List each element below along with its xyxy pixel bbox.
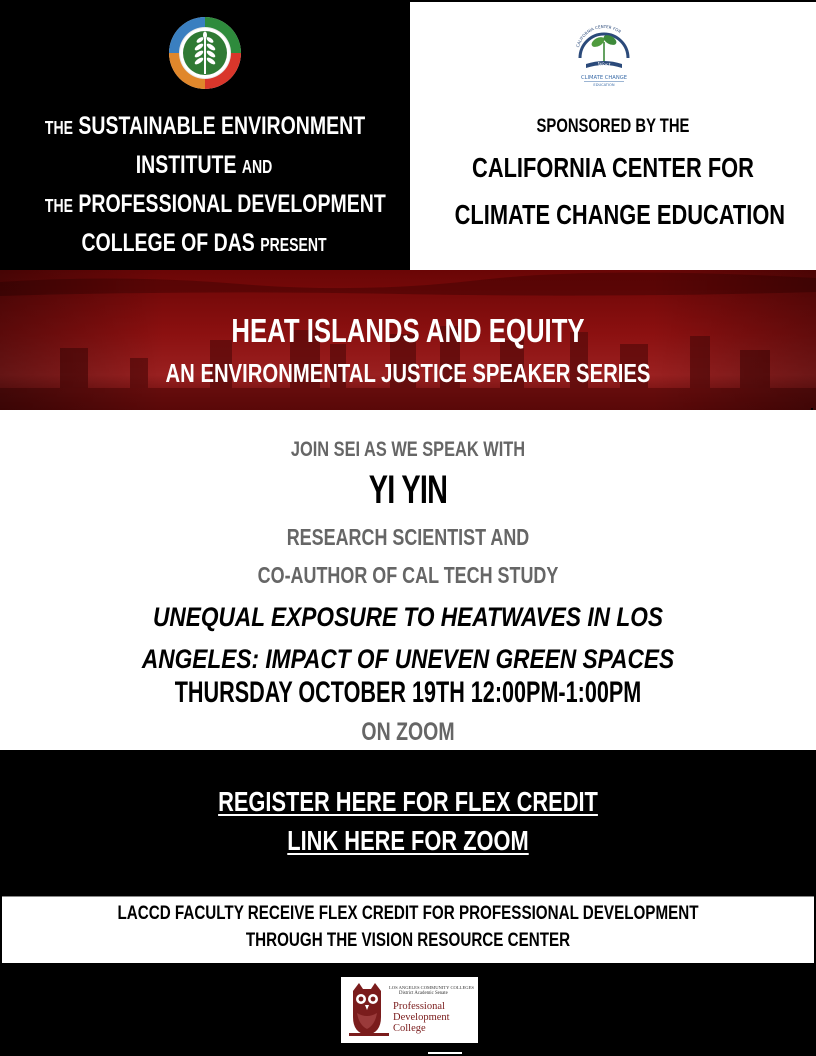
event-intro: JOIN SEI AS WE SPEAK WITH [290,438,526,461]
zoom-link[interactable]: LINK HERE FOR ZOOM [287,825,529,856]
pdc-logo [341,977,478,1043]
svg-text:CLIMATE CHANGE: CLIMATE CHANGE [580,75,628,81]
svg-text:West: West [597,61,611,69]
sponsor-name-line-1: CALIFORNIA CENTER FOR [472,152,754,183]
sponsor-intro: SPONSORED BY THE [536,116,690,137]
sponsor-name [410,144,816,238]
presenters-panel [0,0,408,270]
note-line-2: THROUGH THE VISION RESOURCE CENTER [245,930,571,951]
series-title: HEAT ISLANDS AND EQUITY [231,312,585,349]
svg-text:CALIFORNIA CENTER FOR: CALIFORNIA CENTER FOR [574,23,623,48]
svg-text:EDUCATION: EDUCATION [593,83,615,87]
event-platform: ON ZOOM [361,718,455,746]
pdc-logo-name-line-3: College [393,1023,426,1034]
pdc-logo-name-line-2: Development [393,1012,450,1023]
register-flex-credit-link[interactable]: REGISTER HERE FOR FLEX CREDIT [218,786,598,817]
pdc-logo-name [393,1001,450,1034]
series-subtitle: AN ENVIRONMENTAL JUSTICE SPEAKER SERIES [165,358,651,388]
presenter-line-4: COLLEGE OF DAS PRESENT [81,229,327,257]
sponsor-name-line-2: CLIMATE CHANGE EDUCATION [454,199,786,230]
event-details [0,410,816,750]
presenter-line-3: THE PROFESSIONAL DEVELOPMENT [44,190,386,218]
speaker-name: YI YIN [368,468,448,512]
pdc-logo-senate: District Academic Senate [399,991,448,996]
presenters-text [0,108,408,264]
sponsor-panel [410,2,816,270]
pdc-logo-name-line-1: Professional [393,1001,445,1012]
presenter-line-1: THE SUSTAINABLE ENVIRONMENT [44,112,366,140]
series-banner [0,270,816,410]
climate-change-education-logo-icon [568,18,640,92]
presenter-line-2: INSTITUTE AND [135,151,273,179]
note-line-1: LACCD FACULTY RECEIVE FLEX CREDIT FOR PROFESSIONAL DEVELOPMENT [117,903,699,924]
speaker-role-line-2: CO-AUTHOR OF CAL TECH STUDY [257,562,559,588]
speaker-role-line-1: RESEARCH SCIENTIST AND [286,524,530,550]
flex-credit-note [2,896,814,963]
pdc-logo-org: LOS ANGELES COMMUNITY COLLEGES [389,985,474,990]
links-panel [0,750,816,894]
study-title: UNEQUAL EXPOSURE TO HEATWAVES IN LOS ANGELES: IMPACT OF UNEVEN GREEN SPACES [141,602,675,674]
sei-logo-icon [168,16,242,90]
event-datetime: THURSDAY OCTOBER 19TH 12:00PM-1:00PM [174,676,642,709]
bottom-mark [428,1052,462,1054]
